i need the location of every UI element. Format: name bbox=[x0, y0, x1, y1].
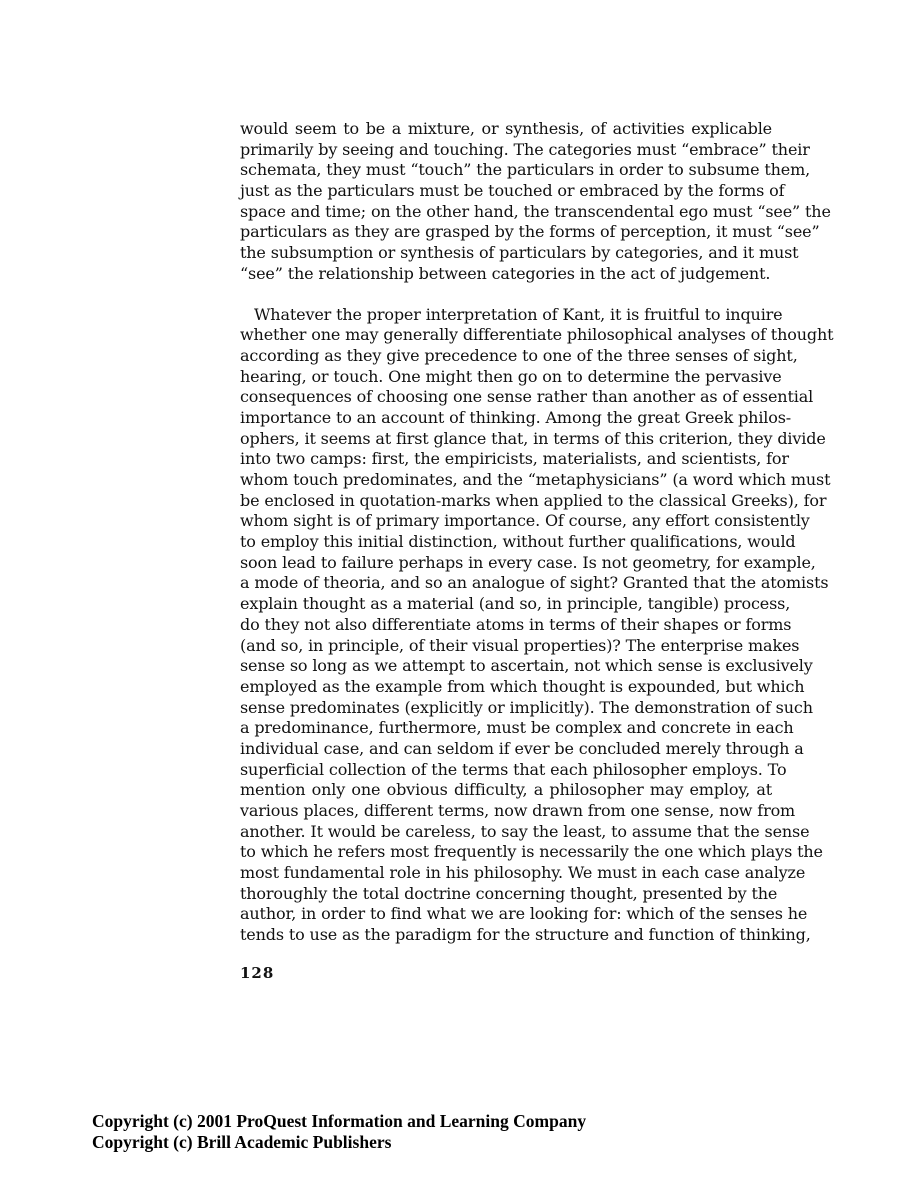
text-line: sense so long as we attempt to ascertain, not which sense is exclusively bbox=[240, 656, 813, 676]
text-line: mention only one obvious difficulty, a philosopher may employ, at bbox=[240, 780, 772, 800]
text-line: another. It would be careless, to say the least, to assume that the sense bbox=[240, 821, 810, 841]
text-line: superficial collection of the terms that each philosopher employs. To bbox=[240, 759, 787, 779]
text-line: consequences of choosing one sense rather than another as of essential bbox=[240, 387, 814, 407]
page-number: 128 bbox=[240, 964, 275, 982]
paragraph-2 bbox=[240, 304, 834, 946]
text-line: most fundamental role in his philosophy. We must in each case analyze bbox=[240, 863, 806, 883]
text-line: whom sight is of primary importance. Of course, any effort consistently bbox=[240, 511, 810, 531]
text-line: whether one may generally differentiate philosophical analyses of thought bbox=[240, 325, 834, 345]
text-line: to employ this initial distinction, without further qualifications, would bbox=[240, 532, 796, 552]
text-line: space and time; on the other hand, the transcendental ego must “see” the bbox=[240, 201, 831, 221]
text-line: primarily by seeing and touching. The categories must “embrace” their bbox=[240, 139, 810, 159]
text-line: would seem to be a mixture, or synthesis, of activities explicable bbox=[240, 119, 772, 138]
text-line: Whatever the proper interpretation of Kant, it is fruitful to inquire bbox=[254, 304, 783, 324]
text-line: according as they give precedence to one of the three senses of sight, bbox=[240, 345, 798, 365]
text-line: individual case, and can seldom if ever be concluded merely through a bbox=[240, 738, 804, 758]
text-line: “see” the relationship between categories in the act of judgement. bbox=[240, 263, 771, 283]
text-line: tends to use as the paradigm for the structure and function of thinking, bbox=[240, 925, 811, 945]
text-line: the subsumption or synthesis of particulars by categories, and it must bbox=[240, 243, 799, 263]
text-line: author, in order to find what we are looking for: which of the senses he bbox=[240, 904, 808, 924]
paragraph-spacer bbox=[240, 285, 772, 305]
body-text bbox=[240, 119, 834, 946]
text-line: into two camps: first, the empiricists, materialists, and scientists, for bbox=[240, 449, 789, 469]
paragraph-1 bbox=[240, 119, 831, 285]
text-line: whom touch predominates, and the “metaphysicians” (a word which must bbox=[240, 470, 831, 489]
text-line: to which he refers most frequently is necessarily the one which plays the bbox=[240, 842, 823, 862]
text-line: various places, different terms, now drawn from one sense, now from bbox=[240, 801, 796, 820]
text-line: explain thought as a material (and so, in principle, tangible) process, bbox=[240, 594, 791, 614]
text-line: (and so, in principle, of their visual properties)? The enterprise makes bbox=[240, 635, 800, 655]
copyright-line-2: Copyright (c) Brill Academic Publishers bbox=[92, 1132, 392, 1152]
text-line: a predominance, furthermore, must be complex and concrete in each bbox=[240, 718, 794, 738]
text-line: employed as the example from which thought is expounded, but which bbox=[240, 676, 805, 696]
text-line: hearing, or touch. One might then go on to determine the pervasive bbox=[240, 366, 782, 386]
text-line: a mode of theoria, and so an analogue of sight? Granted that the atomists bbox=[240, 573, 829, 593]
text-line: be enclosed in quotation-marks when applied to the classical Greeks), for bbox=[240, 490, 827, 510]
text-line: importance to an account of thinking. Among the great Greek philos- bbox=[240, 407, 792, 427]
text-line: soon lead to failure perhaps in every case. Is not geometry, for example, bbox=[240, 552, 816, 572]
copyright-line-1: Copyright (c) 2001 ProQuest Information and Learning Company bbox=[92, 1111, 587, 1131]
text-line: particulars as they are grasped by the forms of perception, it must “see” bbox=[240, 222, 820, 242]
text-line: ophers, it seems at first glance that, in terms of this criterion, they divide bbox=[240, 428, 826, 448]
text-line: do they not also differentiate atoms in terms of their shapes or forms bbox=[240, 614, 792, 634]
text-line: sense predominates (explicitly or implicitly). The demonstration of such bbox=[240, 697, 813, 717]
text-line: schemata, they must “touch” the particulars in order to subsume them, bbox=[240, 160, 811, 180]
text-line: just as the particulars must be touched or embraced by the forms of bbox=[240, 181, 785, 201]
text-line: thoroughly the total doctrine concerning thought, presented by the bbox=[240, 883, 778, 903]
